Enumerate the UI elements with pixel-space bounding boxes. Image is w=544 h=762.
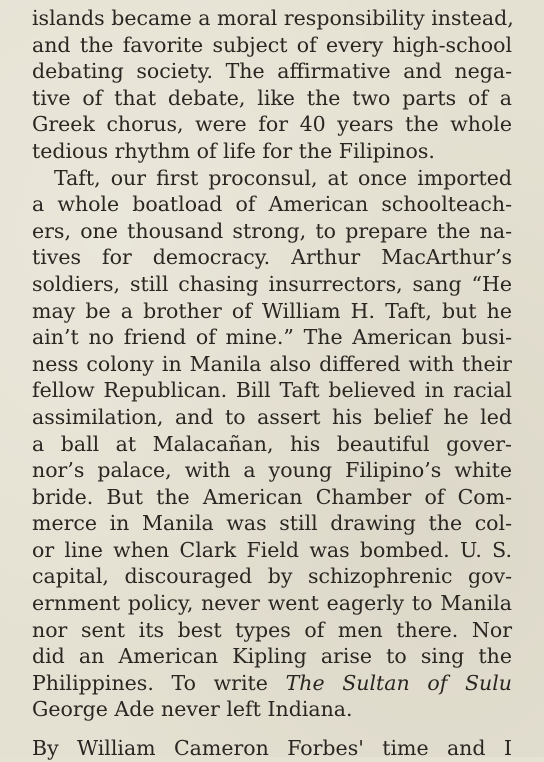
text-line: tive of that debate, like the two parts of a [32, 85, 512, 110]
text-line-with-title [32, 670, 512, 697]
text-line: George Ade never left Indiana. [32, 697, 353, 722]
text-fragment: Philippines. To write [32, 670, 268, 695]
text-line: a ball at Malacañan, his beautiful gover- [32, 431, 512, 456]
text-line: tives for democracy. Arthur MacArthur’s [32, 245, 512, 270]
text-line: assimilation, and to assert his belief he led [32, 404, 512, 429]
text-line: nor’s palace, with a young Filipino’s white [32, 458, 512, 483]
cut-off-line [32, 736, 512, 760]
text-line: islands became a moral responsibility instead, [32, 6, 514, 30]
text-line: tedious rhythm of life for the Filipinos. [32, 138, 435, 163]
text-line: bride. But the American Chamber of Com- [32, 484, 512, 509]
text-line: Taft, our first proconsul, at once imported [54, 165, 512, 190]
text-line: fellow Republican. Bill Taft believed in racial [32, 378, 512, 403]
paragraph-2 [32, 165, 512, 723]
text-line: Greek chorus, were for 40 years the whole [32, 112, 512, 137]
paragraph-1 [32, 5, 512, 165]
text-line: or line when Clark Field was bombed. U. S. [32, 537, 512, 562]
text-line: capital, discouraged by schizophrenic gov- [32, 564, 512, 589]
cut-off-text: By William Cameron Forbes' time and I [32, 736, 512, 760]
text-line: debating society. The affirmative and nega- [32, 59, 512, 84]
text-line: soldiers, still chasing insurrectors, sang “He [32, 271, 512, 296]
text-line: ernment policy, never went eagerly to Manila [32, 591, 512, 616]
text-line: ain’t no friend of mine.” The American busi- [32, 325, 512, 350]
text-line: did an American Kipling arise to sing the [32, 644, 512, 669]
text-line: merce in Manila was still drawing the col- [32, 511, 512, 536]
text-line: nor sent its best types of men there. Nor [32, 617, 512, 642]
text-line: ness colony in Manila also differed with their [32, 351, 512, 376]
text-column [32, 5, 512, 723]
text-line: and the favorite subject of every high-school [32, 32, 512, 57]
text-line: a whole boatload of American schoolteach- [32, 192, 512, 217]
book-title: The Sultan of Sulu [285, 670, 512, 695]
text-line: may be a brother of William H. Taft, but he [32, 298, 512, 323]
text-line: ers, one thousand strong, to prepare the na- [32, 218, 512, 243]
